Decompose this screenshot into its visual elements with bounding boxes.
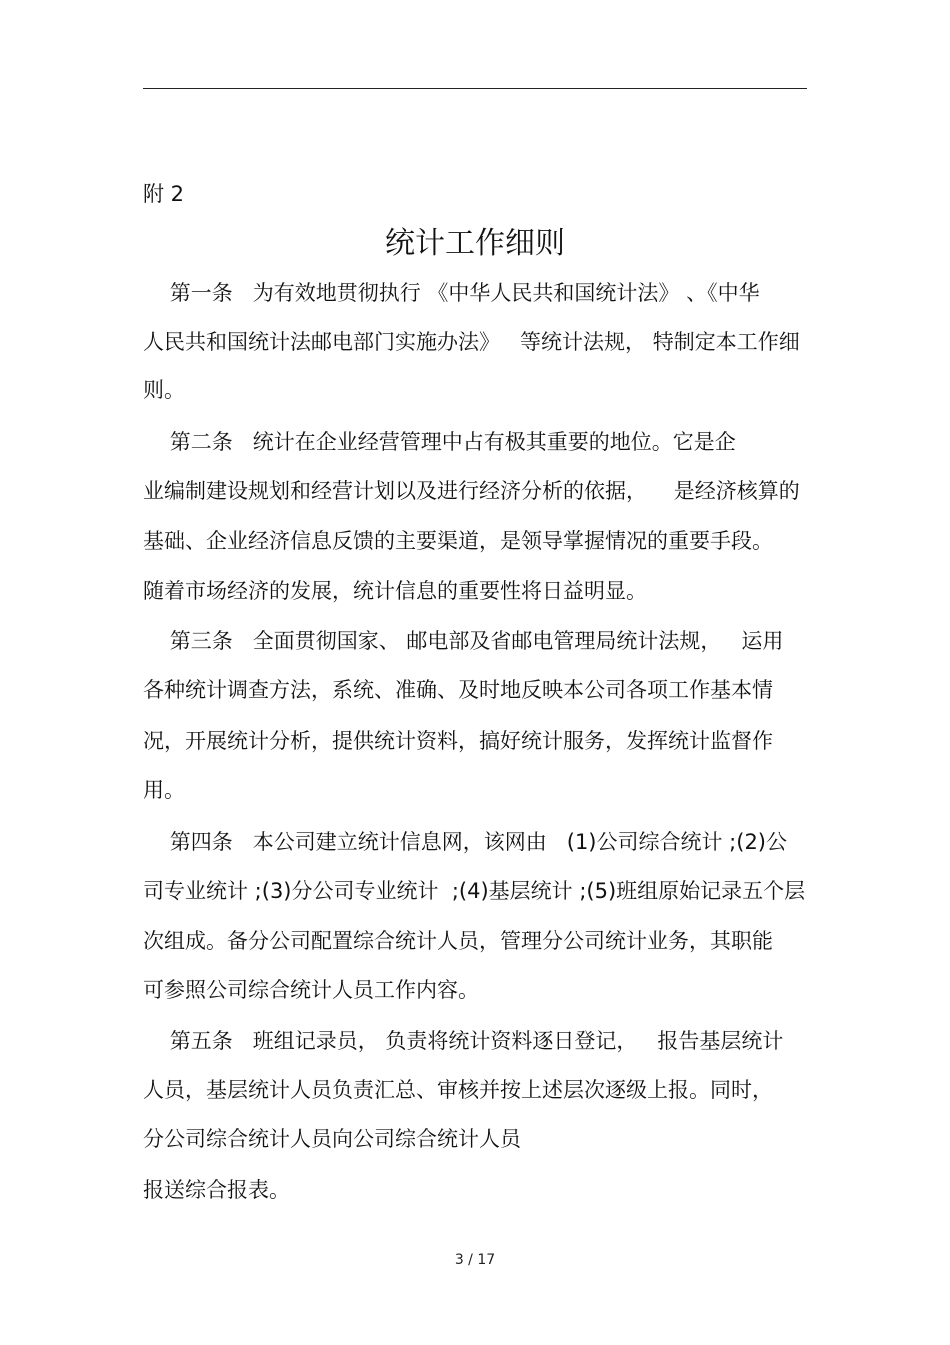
body-line: 人员，基层统计人员负责汇总、审核并按上述层次逐级上报。同时， bbox=[143, 1078, 773, 1102]
body-line: 业编制建设规划和经营计划以及进行经济分析的依据， 是经济核算的 bbox=[143, 479, 800, 503]
header-rule bbox=[143, 88, 807, 89]
body-line: 第一条 为有效地贯彻执行 《中华人民共和国统计法》 、《中华 bbox=[143, 281, 760, 305]
body-line: 用。 bbox=[143, 778, 185, 802]
body-line: 人民共和国统计法邮电部门实施办法》 等统计法规， 特制定本工作细 bbox=[143, 330, 800, 354]
body-line: 报送综合报表。 bbox=[143, 1178, 290, 1202]
body-line: 第三条 全面贯彻国家、 邮电部及省邮电管理局统计法规， 运用 bbox=[143, 629, 784, 653]
body-line: 分公司综合统计人员向公司综合统计人员 bbox=[143, 1127, 521, 1151]
body-line: 次组成。备分公司配置综合统计人员，管理分公司统计业务，其职能 bbox=[143, 929, 773, 953]
appendix-label: 附 2 bbox=[143, 182, 185, 206]
body-line: 基础、企业经济信息反馈的主要渠道，是领导掌握情况的重要手段。 bbox=[143, 529, 773, 553]
body-line: 况，开展统计分析，提供统计资料，搞好统计服务，发挥统计监督作 bbox=[143, 729, 773, 753]
body-line: 司专业统计 ;(3)分公司专业统计 ;(4)基层统计 ;(5)班组原始记录五个层 bbox=[143, 879, 806, 903]
body-line: 随着市场经济的发展，统计信息的重要性将日益明显。 bbox=[143, 579, 647, 603]
body-line: 第四条 本公司建立统计信息网，该网由 (1)公司综合统计 ;(2)公 bbox=[143, 830, 787, 854]
body-line: 可参照公司综合统计人员工作内容。 bbox=[143, 978, 479, 1002]
body-line: 第五条 班组记录员， 负责将统计资料逐日登记， 报告基层统计 bbox=[143, 1029, 784, 1053]
body-line: 则。 bbox=[143, 378, 185, 402]
body-line: 第二条 统计在企业经营管理中占有极其重要的地位。它是企 bbox=[143, 430, 736, 454]
body-line: 各种统计调查方法，系统、准确、及时地反映本公司各项工作基本情 bbox=[143, 678, 773, 702]
document-title: 统计工作细则 bbox=[385, 226, 565, 261]
page-number: 3 / 17 bbox=[454, 1252, 496, 1268]
